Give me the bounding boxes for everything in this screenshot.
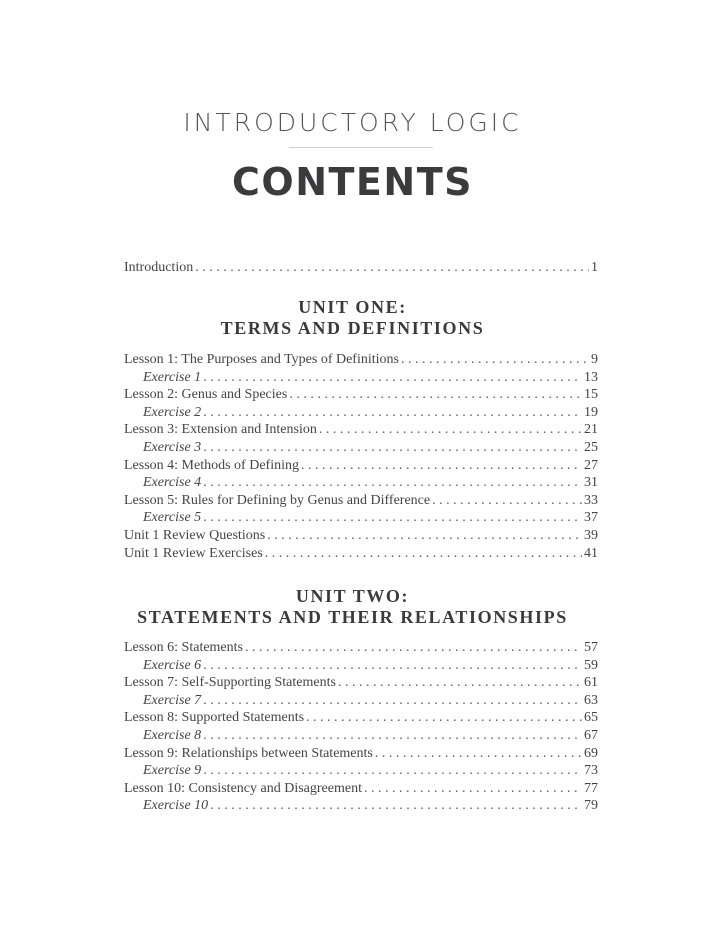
toc-entry-label: Lesson 1: The Purposes and Types of Definitions: [124, 352, 399, 367]
toc-entry-lesson-1[interactable]: [124, 351, 598, 369]
leader-dots: [203, 439, 582, 457]
toc-entry-page: 27: [584, 457, 598, 473]
toc-entry-lesson-4[interactable]: [124, 457, 598, 475]
toc-entry-page: 77: [584, 780, 598, 796]
toc-entry-exercise-3[interactable]: [124, 439, 598, 457]
toc-entry-page: 13: [584, 369, 598, 385]
toc-entry-exercise-4[interactable]: [124, 474, 598, 492]
leader-dots: [364, 780, 582, 798]
leader-dots: [375, 745, 582, 763]
toc-entry-page: 63: [584, 692, 598, 708]
series-title: [0, 108, 705, 137]
toc-entry-lesson-2[interactable]: [124, 386, 598, 404]
toc-entry-exercise-9[interactable]: [124, 762, 598, 780]
toc-entry-label: Lesson 2: Genus and Species: [124, 387, 288, 403]
toc-entry-lesson-10[interactable]: [124, 780, 598, 798]
toc-entry-label: Lesson 4: Methods of Defining: [124, 457, 299, 473]
toc-entry-label: Lesson 3: Extension and Intension: [124, 422, 317, 438]
toc-entry-label: Introduction: [124, 260, 194, 275]
toc-entry-page: 25: [584, 439, 598, 455]
toc-entry-label: Lesson 9: Relationships between Statements: [124, 745, 373, 761]
toc-entry-label: Unit 1 Review Questions: [124, 527, 266, 543]
toc-entry-label: Lesson 5: Rules for Defining by Genus and Difference: [124, 492, 431, 508]
toc-entry-page: 69: [584, 745, 598, 761]
toc-entry-page: 1: [591, 260, 598, 275]
leader-dots: [432, 492, 582, 510]
leader-dots: [203, 692, 582, 710]
toc-entry-page: 61: [584, 675, 598, 691]
toc-entry-unit-1-review-exercises[interactable]: [124, 545, 598, 563]
leader-dots: [265, 545, 582, 563]
toc-entry-page: 33: [584, 492, 598, 508]
toc-entry-label: Exercise 9: [143, 763, 202, 779]
toc-entry-introduction[interactable]: [124, 259, 598, 277]
leader-dots: [203, 509, 582, 527]
unit-two-entries: [124, 639, 598, 815]
toc-entry-label: Exercise 7: [143, 692, 202, 708]
toc-entry-exercise-10[interactable]: [124, 797, 598, 815]
toc-entry-page: 57: [584, 640, 598, 655]
toc-entry-label: Exercise 2: [143, 404, 202, 420]
toc-entry-lesson-8[interactable]: [124, 709, 598, 727]
unit-two-number: UNIT TWO:: [295, 586, 410, 606]
leader-dots: [245, 639, 582, 657]
toc-entry-lesson-3[interactable]: [124, 421, 598, 439]
page-title: CONTENTS: [232, 160, 473, 204]
toc-entry-label: Lesson 8: Supported Statements: [124, 710, 305, 726]
toc-entry-page: 9: [591, 352, 598, 367]
leader-dots: [203, 404, 582, 422]
leader-dots: [203, 727, 582, 745]
toc-entry-page: 37: [584, 510, 598, 526]
toc-entry-label: Lesson 7: Self-Supporting Statements: [124, 675, 336, 691]
toc-entry-page: 31: [584, 475, 598, 491]
toc-entry-page: 73: [584, 763, 598, 779]
toc-entry-label: Exercise 1: [143, 369, 202, 385]
toc-entry-exercise-6[interactable]: [124, 657, 598, 675]
toc-entry-lesson-5[interactable]: [124, 492, 598, 510]
unit-one-heading: [0, 297, 705, 339]
toc-intro: [124, 259, 598, 277]
leader-dots: [203, 762, 582, 780]
toc-entry-label: Exercise 8: [143, 727, 202, 743]
toc-entry-lesson-9[interactable]: [124, 745, 598, 763]
leader-dots: [319, 421, 582, 439]
leader-dots: [267, 527, 582, 545]
leader-dots: [306, 709, 582, 727]
leader-dots: [401, 351, 589, 369]
leader-dots: [203, 369, 582, 387]
toc-entry-exercise-7[interactable]: [124, 692, 598, 710]
toc-entry-exercise-2[interactable]: [124, 404, 598, 422]
leader-dots: [203, 657, 582, 675]
toc-entry-page: 59: [584, 657, 598, 673]
leader-dots: [195, 259, 589, 277]
toc-entry-label: Exercise 4: [143, 475, 202, 491]
toc-entry-label: Exercise 3: [143, 439, 202, 455]
title-divider: [289, 147, 433, 148]
toc-entry-label: Lesson 6: Statements: [124, 640, 243, 655]
toc-entry-page: 15: [584, 387, 598, 403]
toc-entry-page: 41: [584, 545, 598, 561]
toc-entry-lesson-7[interactable]: [124, 674, 598, 692]
toc-entry-label: Exercise 5: [143, 510, 202, 526]
unit-two-title: STATEMENTS AND THEIR RELATIONSHIPS: [137, 607, 568, 627]
toc-entry-unit-1-review-questions[interactable]: [124, 527, 598, 545]
toc-entry-lesson-6[interactable]: [124, 639, 598, 657]
toc-entry-exercise-5[interactable]: [124, 509, 598, 527]
toc-entry-page: 39: [584, 527, 598, 543]
unit-one-title: TERMS AND DEFINITIONS: [220, 318, 485, 338]
leader-dots: [203, 474, 582, 492]
toc-entry-label: Lesson 10: Consistency and Disagreement: [124, 780, 362, 796]
toc-entry-label: Exercise 6: [143, 657, 202, 673]
series-title-text: INTRODUCTORY LOGIC: [183, 108, 522, 137]
toc-entry-exercise-1[interactable]: [124, 369, 598, 387]
toc-entry-label: Exercise 10: [143, 798, 209, 814]
leader-dots: [289, 386, 582, 404]
toc-entry-page: 67: [584, 727, 598, 743]
toc-entry-page: 19: [584, 404, 598, 420]
leader-dots: [338, 674, 582, 692]
toc-entry-page: 21: [584, 422, 598, 438]
leader-dots: [210, 797, 582, 815]
leader-dots: [301, 457, 582, 475]
unit-one-entries: [124, 351, 598, 562]
toc-entry-label: Unit 1 Review Exercises: [124, 545, 263, 561]
toc-entry-page: 65: [584, 710, 598, 726]
toc-entry-page: 79: [584, 798, 598, 814]
unit-two-heading: [0, 586, 705, 628]
toc-entry-exercise-8[interactable]: [124, 727, 598, 745]
unit-one-number: UNIT ONE:: [298, 297, 407, 317]
